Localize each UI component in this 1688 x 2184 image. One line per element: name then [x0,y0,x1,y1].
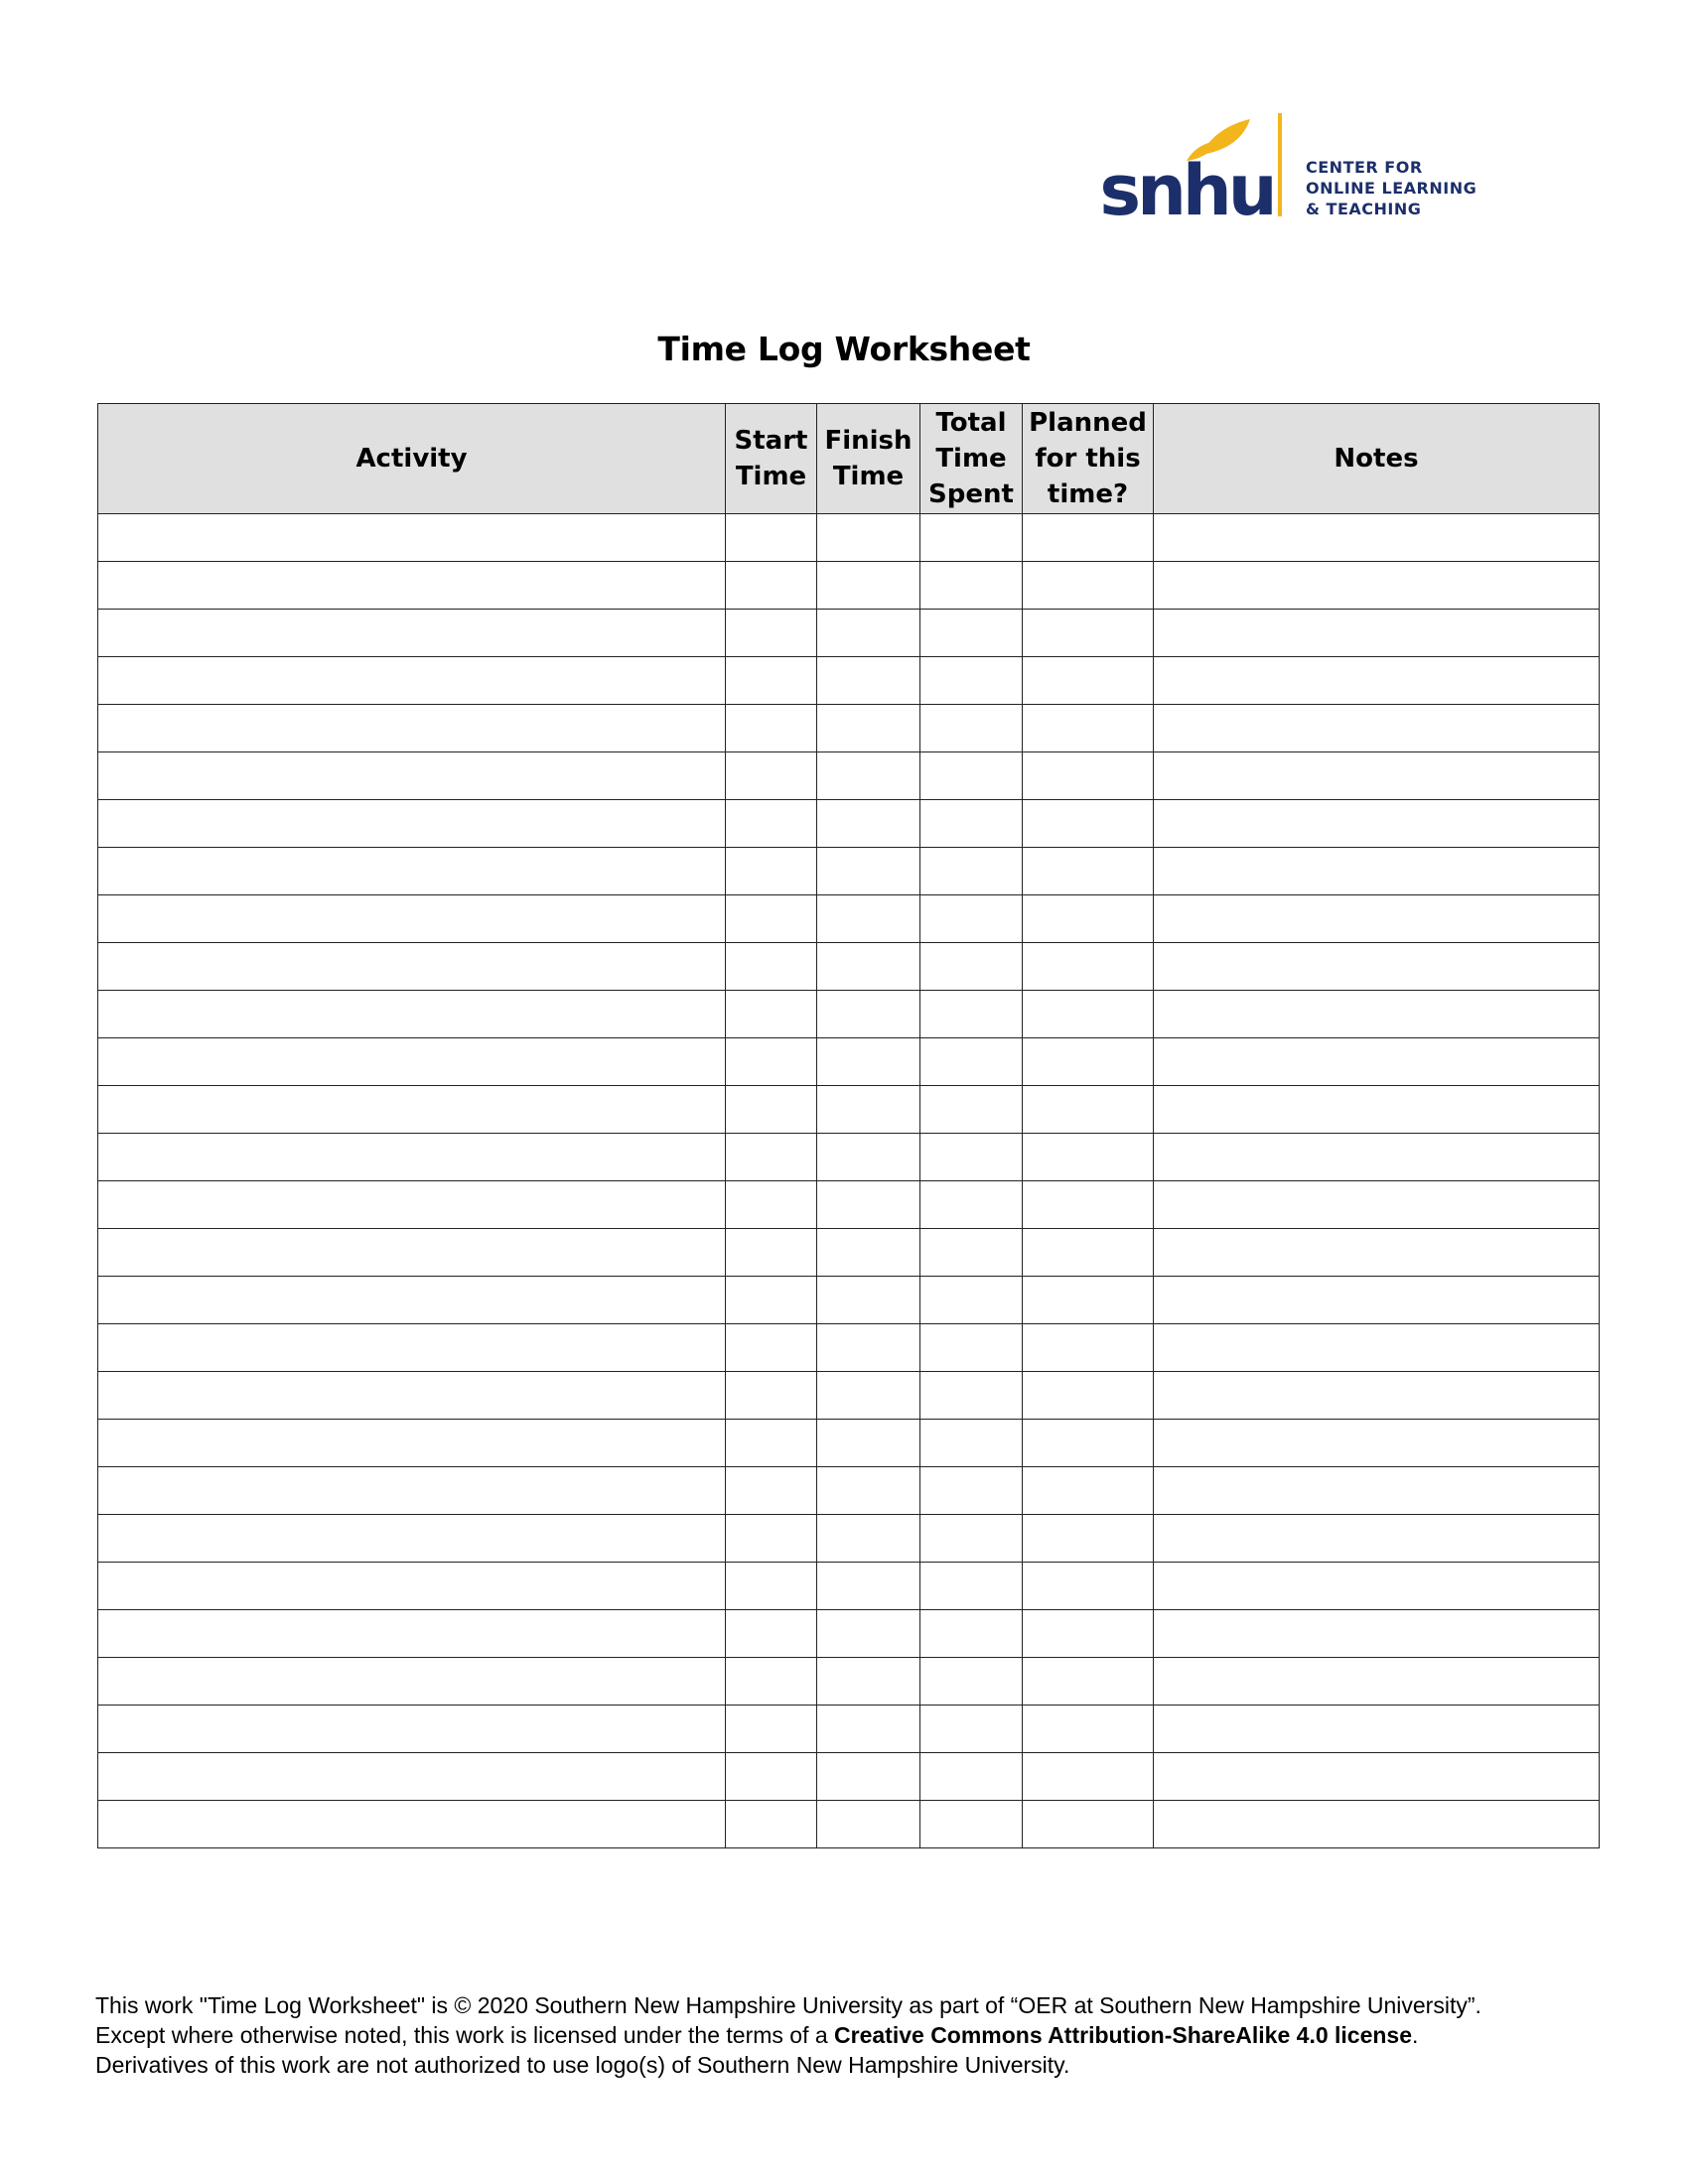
logo-line: CENTER FOR [1306,158,1423,177]
table-row [98,562,1600,610]
cell-planned[interactable] [1023,895,1154,943]
cell-planned[interactable] [1023,848,1154,895]
cell-total-time-spent[interactable] [920,562,1023,610]
cell-start-time[interactable] [726,1753,817,1801]
logo-wordmark: snhu [1099,150,1274,231]
cell-total-time-spent[interactable] [920,1467,1023,1515]
cell-finish-time[interactable] [817,1229,920,1277]
cell-start-time[interactable] [726,1706,817,1753]
cell-start-time[interactable] [726,1420,817,1467]
cell-activity[interactable] [98,800,726,848]
cell-activity[interactable] [98,991,726,1038]
table-row [98,705,1600,752]
table-row [98,943,1600,991]
cell-activity[interactable] [98,1229,726,1277]
cell-notes[interactable] [1154,752,1600,800]
header-activity: Activity [98,404,726,514]
cell-notes[interactable] [1154,1706,1600,1753]
cell-notes[interactable] [1154,1610,1600,1658]
cell-activity[interactable] [98,895,726,943]
cell-activity[interactable] [98,1610,726,1658]
cell-notes[interactable] [1154,1658,1600,1706]
cell-finish-time[interactable] [817,705,920,752]
cell-start-time[interactable] [726,610,817,657]
cell-notes[interactable] [1154,1467,1600,1515]
cell-planned[interactable] [1023,1229,1154,1277]
cell-activity[interactable] [98,1324,726,1372]
cell-notes[interactable] [1154,1277,1600,1324]
cell-planned[interactable] [1023,1181,1154,1229]
table-row [98,610,1600,657]
cell-notes[interactable] [1154,1753,1600,1801]
cell-planned[interactable] [1023,1658,1154,1706]
license-footer [95,1990,1644,2080]
cell-finish-time[interactable] [817,1563,920,1610]
cell-total-time-spent[interactable] [920,1372,1023,1420]
cell-total-time-spent[interactable] [920,1420,1023,1467]
cell-activity[interactable] [98,1658,726,1706]
table-row [98,1324,1600,1372]
cell-finish-time[interactable] [817,1277,920,1324]
cell-start-time[interactable] [726,943,817,991]
cell-notes[interactable] [1154,1801,1600,1848]
cell-total-time-spent[interactable] [920,1086,1023,1134]
table-row [98,1372,1600,1420]
logo-divider [1278,113,1282,216]
cell-total-time-spent[interactable] [920,705,1023,752]
cell-planned[interactable] [1023,1753,1154,1801]
table-row [98,657,1600,705]
footer-line-1: This work "Time Log Worksheet" is © 2020 Southern New Hampshire University as part of “OER at Southern New Hampshire University”. [95,1992,1481,2018]
table-row [98,800,1600,848]
cell-activity[interactable] [98,1753,726,1801]
cell-start-time[interactable] [726,514,817,562]
cell-planned[interactable] [1023,800,1154,848]
cell-finish-time[interactable] [817,848,920,895]
cell-notes[interactable] [1154,895,1600,943]
cell-total-time-spent[interactable] [920,991,1023,1038]
cell-start-time[interactable] [726,1563,817,1610]
snhu-logo [1099,111,1477,231]
cell-start-time[interactable] [726,705,817,752]
cell-planned[interactable] [1023,991,1154,1038]
table-row [98,514,1600,562]
cell-planned[interactable] [1023,1467,1154,1515]
cell-finish-time[interactable] [817,1134,920,1181]
cell-start-time[interactable] [726,1610,817,1658]
cell-total-time-spent[interactable] [920,1515,1023,1563]
cell-activity[interactable] [98,1801,726,1848]
cell-total-time-spent[interactable] [920,1801,1023,1848]
time-log-table [97,403,1600,1848]
cell-finish-time[interactable] [817,943,920,991]
cell-start-time[interactable] [726,1277,817,1324]
cell-planned[interactable] [1023,1134,1154,1181]
logo-line: ONLINE LEARNING [1306,179,1477,198]
table-body [98,514,1600,1848]
cell-planned[interactable] [1023,1372,1154,1420]
footer-line-2: Except where otherwise noted, this work is licensed under the terms of a Creative Commons Attribution-ShareAlike 4.0 license. [95,2022,1419,2048]
cell-finish-time[interactable] [817,562,920,610]
cell-finish-time[interactable] [817,1753,920,1801]
header-notes: Notes [1154,404,1600,514]
cell-start-time[interactable] [726,1086,817,1134]
cell-finish-time[interactable] [817,1706,920,1753]
cell-finish-time[interactable] [817,991,920,1038]
header-total-time-spent: Total Time Spent [920,404,1023,514]
cell-finish-time[interactable] [817,1801,920,1848]
header-start-time: Start Time [726,404,817,514]
cell-notes[interactable] [1154,1038,1600,1086]
cell-finish-time[interactable] [817,1515,920,1563]
cell-start-time[interactable] [726,1229,817,1277]
cell-activity[interactable] [98,1420,726,1467]
cell-activity[interactable] [98,1181,726,1229]
cell-total-time-spent[interactable] [920,1706,1023,1753]
cell-total-time-spent[interactable] [920,1229,1023,1277]
cell-notes[interactable] [1154,610,1600,657]
cell-finish-time[interactable] [817,1038,920,1086]
cell-notes[interactable] [1154,1134,1600,1181]
cell-activity[interactable] [98,1706,726,1753]
cell-notes[interactable] [1154,1515,1600,1563]
cell-finish-time[interactable] [817,1610,920,1658]
cell-planned[interactable] [1023,657,1154,705]
table-header-row [98,404,1600,514]
cell-total-time-spent[interactable] [920,800,1023,848]
cell-total-time-spent[interactable] [920,1324,1023,1372]
cell-total-time-spent[interactable] [920,1753,1023,1801]
cell-notes[interactable] [1154,1324,1600,1372]
cell-start-time[interactable] [726,895,817,943]
cell-start-time[interactable] [726,752,817,800]
cell-total-time-spent[interactable] [920,1277,1023,1324]
cell-total-time-spent[interactable] [920,610,1023,657]
table-row [98,991,1600,1038]
table-row [98,1610,1600,1658]
cell-total-time-spent[interactable] [920,1038,1023,1086]
cell-activity[interactable] [98,610,726,657]
cell-start-time[interactable] [726,1324,817,1372]
table-row [98,895,1600,943]
cell-activity[interactable] [98,657,726,705]
cell-activity[interactable] [98,1372,726,1420]
cell-notes[interactable] [1154,705,1600,752]
footer-line-3: Derivatives of this work are not authorized to use logo(s) of Southern New Hampshire University. [95,2052,1070,2078]
cell-finish-time[interactable] [817,1324,920,1372]
cell-planned[interactable] [1023,1324,1154,1372]
cell-notes[interactable] [1154,1229,1600,1277]
cell-total-time-spent[interactable] [920,514,1023,562]
cell-finish-time[interactable] [817,800,920,848]
cell-notes[interactable] [1154,1372,1600,1420]
cell-start-time[interactable] [726,562,817,610]
cell-activity[interactable] [98,848,726,895]
cell-activity[interactable] [98,1515,726,1563]
cell-start-time[interactable] [726,848,817,895]
cell-total-time-spent[interactable] [920,752,1023,800]
cell-activity[interactable] [98,514,726,562]
cell-total-time-spent[interactable] [920,895,1023,943]
cell-total-time-spent[interactable] [920,1610,1023,1658]
table-row [98,1181,1600,1229]
cell-start-time[interactable] [726,1658,817,1706]
cell-notes[interactable] [1154,848,1600,895]
cell-start-time[interactable] [726,1515,817,1563]
table-row [98,848,1600,895]
cell-total-time-spent[interactable] [920,1658,1023,1706]
cell-notes[interactable] [1154,991,1600,1038]
cell-activity[interactable] [98,1134,726,1181]
cell-start-time[interactable] [726,1181,817,1229]
cell-planned[interactable] [1023,514,1154,562]
cell-total-time-spent[interactable] [920,1181,1023,1229]
cell-notes[interactable] [1154,943,1600,991]
cell-finish-time[interactable] [817,1086,920,1134]
cell-start-time[interactable] [726,1134,817,1181]
cell-planned[interactable] [1023,1563,1154,1610]
cell-start-time[interactable] [726,1372,817,1420]
cell-finish-time[interactable] [817,1658,920,1706]
cell-planned[interactable] [1023,1420,1154,1467]
table-row [98,1086,1600,1134]
cell-planned[interactable] [1023,1038,1154,1086]
cell-activity[interactable] [98,1038,726,1086]
cell-activity[interactable] [98,562,726,610]
cell-start-time[interactable] [726,1038,817,1086]
cell-planned[interactable] [1023,1610,1154,1658]
cell-activity[interactable] [98,752,726,800]
cell-activity[interactable] [98,1467,726,1515]
cell-finish-time[interactable] [817,1467,920,1515]
cell-finish-time[interactable] [817,1420,920,1467]
cell-planned[interactable] [1023,1801,1154,1848]
table-row [98,752,1600,800]
table-row [98,1277,1600,1324]
cell-notes[interactable] [1154,657,1600,705]
table-row [98,1134,1600,1181]
cell-notes[interactable] [1154,562,1600,610]
cell-activity[interactable] [98,1277,726,1324]
cell-planned[interactable] [1023,943,1154,991]
table-row [98,1467,1600,1515]
cell-total-time-spent[interactable] [920,943,1023,991]
cell-finish-time[interactable] [817,895,920,943]
table-row [98,1706,1600,1753]
cell-planned[interactable] [1023,1515,1154,1563]
cell-activity[interactable] [98,1086,726,1134]
header-finish-time: Finish Time [817,404,920,514]
cell-planned[interactable] [1023,1706,1154,1753]
logo-line: & TEACHING [1306,200,1422,218]
cell-finish-time[interactable] [817,514,920,562]
cell-finish-time[interactable] [817,657,920,705]
table-row [98,1753,1600,1801]
cell-planned[interactable] [1023,1277,1154,1324]
cell-start-time[interactable] [726,991,817,1038]
cell-planned[interactable] [1023,705,1154,752]
cell-start-time[interactable] [726,800,817,848]
cell-start-time[interactable] [726,1467,817,1515]
cell-start-time[interactable] [726,657,817,705]
cell-notes[interactable] [1154,1086,1600,1134]
cell-planned[interactable] [1023,562,1154,610]
cell-total-time-spent[interactable] [920,657,1023,705]
cell-total-time-spent[interactable] [920,1563,1023,1610]
cell-activity[interactable] [98,943,726,991]
cell-notes[interactable] [1154,1563,1600,1610]
cell-notes[interactable] [1154,1420,1600,1467]
cell-notes[interactable] [1154,514,1600,562]
table-row [98,1563,1600,1610]
cell-finish-time[interactable] [817,1372,920,1420]
header-planned: Planned for this time? [1023,404,1154,514]
cell-total-time-spent[interactable] [920,1134,1023,1181]
cell-activity[interactable] [98,1563,726,1610]
cell-planned[interactable] [1023,610,1154,657]
cell-finish-time[interactable] [817,1181,920,1229]
cell-planned[interactable] [1023,1086,1154,1134]
snhu-logo-mark [1099,111,1274,231]
license-name: Creative Commons Attribution-ShareAlike 4.0 license [834,2022,1413,2048]
cell-finish-time[interactable] [817,752,920,800]
cell-start-time[interactable] [726,1801,817,1848]
table-row [98,1658,1600,1706]
table-row [98,1515,1600,1563]
page-title: Time Log Worksheet [657,330,1031,368]
cell-finish-time[interactable] [817,610,920,657]
cell-activity[interactable] [98,705,726,752]
cell-planned[interactable] [1023,752,1154,800]
table-row [98,1420,1600,1467]
table-row [98,1801,1600,1848]
table-row [98,1038,1600,1086]
cell-notes[interactable] [1154,1181,1600,1229]
cell-notes[interactable] [1154,800,1600,848]
cell-total-time-spent[interactable] [920,848,1023,895]
table-row [98,1229,1600,1277]
logo-text [1306,157,1484,219]
